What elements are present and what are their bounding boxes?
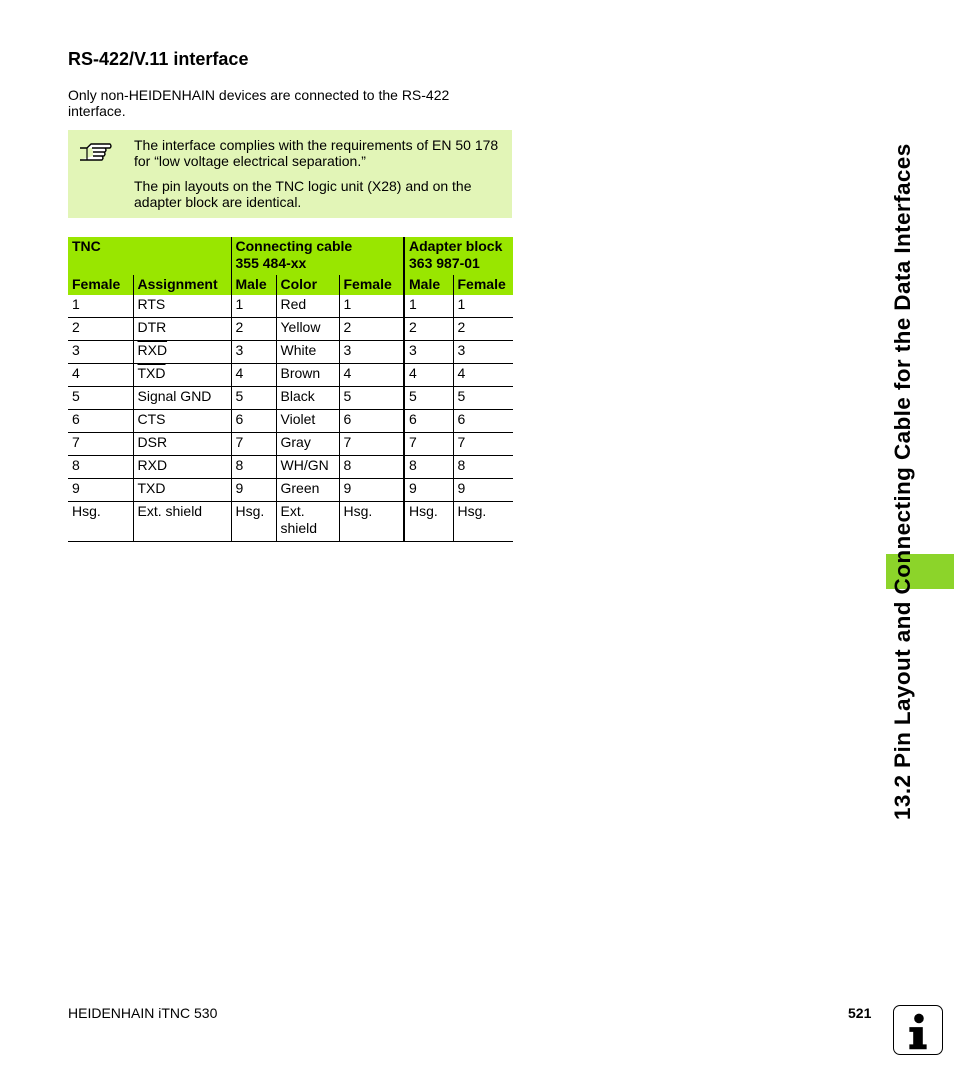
column-header: Female xyxy=(339,275,404,295)
table-cell: Hsg. xyxy=(339,502,404,542)
group-header-row xyxy=(68,237,513,275)
info-icon xyxy=(893,1005,943,1055)
table-cell: Black xyxy=(276,387,339,410)
table-cell: Hsg. xyxy=(453,502,513,542)
table-cell: 7 xyxy=(231,433,276,456)
table-cell: 2 xyxy=(339,318,404,341)
table-cell: 8 xyxy=(404,456,453,479)
table-cell: 5 xyxy=(339,387,404,410)
table-cell: 6 xyxy=(453,410,513,433)
table-row xyxy=(68,479,513,502)
table-cell: 8 xyxy=(453,456,513,479)
table-cell: 3 xyxy=(68,341,133,364)
table-cell: 5 xyxy=(231,387,276,410)
table-cell: Hsg. xyxy=(404,502,453,542)
column-header: Color xyxy=(276,275,339,295)
table-cell: 3 xyxy=(231,341,276,364)
table-row xyxy=(68,456,513,479)
table-row xyxy=(68,410,513,433)
table-cell: Ext. shield xyxy=(276,502,339,542)
footer-product: HEIDENHAIN iTNC 530 xyxy=(68,1005,218,1021)
chapter-title: 13.2 Pin Layout and Connecting Cable for the Data Interfaces xyxy=(890,143,915,820)
table-row xyxy=(68,387,513,410)
page-number: 521 xyxy=(848,1005,872,1021)
table-cell: 9 xyxy=(68,479,133,502)
section-heading: RS-422/V.11 interface xyxy=(68,49,249,69)
table-cell: DTR xyxy=(133,318,231,341)
table-row xyxy=(68,364,513,387)
table-cell: 3 xyxy=(453,341,513,364)
cable-group-header: Connecting cable 355 484-xx xyxy=(231,237,404,275)
table-cell: CTS xyxy=(133,410,231,433)
table-cell: 6 xyxy=(339,410,404,433)
table-cell: Violet xyxy=(276,410,339,433)
table-cell: Gray xyxy=(276,433,339,456)
column-header: Male xyxy=(231,275,276,295)
table-cell: 1 xyxy=(231,295,276,318)
table-cell: 5 xyxy=(68,387,133,410)
column-header: Male xyxy=(404,275,453,295)
table-cell: RTS xyxy=(133,295,231,318)
table-cell: 4 xyxy=(453,364,513,387)
table-cell: 2 xyxy=(231,318,276,341)
table-cell: 7 xyxy=(453,433,513,456)
table-cell: Green xyxy=(276,479,339,502)
adapter-group-header: Adapter block 363 987-01 xyxy=(404,237,513,275)
table-cell: 2 xyxy=(453,318,513,341)
table-row xyxy=(68,433,513,456)
note-text-compliance: The interface complies with the requirements of EN 50 178 for “low voltage electrical separation.” xyxy=(134,137,499,169)
table-cell: 4 xyxy=(231,364,276,387)
table-cell: 8 xyxy=(339,456,404,479)
table-cell: 2 xyxy=(68,318,133,341)
table-cell: 5 xyxy=(404,387,453,410)
table-cell: Ext. shield xyxy=(133,502,231,542)
table-cell: 7 xyxy=(404,433,453,456)
note-box xyxy=(68,130,512,218)
table-cell: RXD xyxy=(133,456,231,479)
table-cell: 5 xyxy=(453,387,513,410)
table-cell: TXD xyxy=(133,479,231,502)
table-row xyxy=(68,295,513,318)
table-row xyxy=(68,502,513,542)
table-cell: $\overline{TXD}$ xyxy=(133,364,231,387)
table-cell: Brown xyxy=(276,364,339,387)
table-cell: 6 xyxy=(68,410,133,433)
column-header: Assignment xyxy=(133,275,231,295)
table-cell: Signal GND xyxy=(133,387,231,410)
table-cell: 1 xyxy=(339,295,404,318)
table-cell: 1 xyxy=(404,295,453,318)
table-cell: 4 xyxy=(339,364,404,387)
table-cell: Red xyxy=(276,295,339,318)
table-cell: 3 xyxy=(404,341,453,364)
table-cell: 8 xyxy=(231,456,276,479)
pointing-hand-icon xyxy=(78,139,114,167)
table-cell: 1 xyxy=(68,295,133,318)
column-header: Female xyxy=(453,275,513,295)
table-cell: 9 xyxy=(339,479,404,502)
table-cell: 6 xyxy=(231,410,276,433)
table-row xyxy=(68,341,513,364)
column-header: Female xyxy=(68,275,133,295)
table-row xyxy=(68,318,513,341)
table-cell: 2 xyxy=(404,318,453,341)
table-cell: Yellow xyxy=(276,318,339,341)
table-cell: 7 xyxy=(339,433,404,456)
table-cell: 3 xyxy=(339,341,404,364)
table-cell: 4 xyxy=(68,364,133,387)
tnc-group-header: TNC xyxy=(68,237,231,275)
table-cell: White xyxy=(276,341,339,364)
table-cell: 1 xyxy=(453,295,513,318)
table-cell: 7 xyxy=(68,433,133,456)
table-cell: 9 xyxy=(231,479,276,502)
pin-layout-table xyxy=(68,237,513,542)
intro-text: Only non-HEIDENHAIN devices are connected to the RS-422 interface. xyxy=(68,87,450,119)
table-cell: 6 xyxy=(404,410,453,433)
table-cell: Hsg. xyxy=(68,502,133,542)
table-cell: 8 xyxy=(68,456,133,479)
table-cell: 4 xyxy=(404,364,453,387)
table-cell: Hsg. xyxy=(231,502,276,542)
column-header-row xyxy=(68,275,513,295)
table-cell: WH/GN xyxy=(276,456,339,479)
table-cell: 9 xyxy=(453,479,513,502)
table-cell: DSR xyxy=(133,433,231,456)
table-cell: 9 xyxy=(404,479,453,502)
note-text-pin-layouts: The pin layouts on the TNC logic unit (X28) and on the adapter block are identical. xyxy=(134,178,472,210)
table-cell: $\overline{RXD}$ xyxy=(133,341,231,364)
